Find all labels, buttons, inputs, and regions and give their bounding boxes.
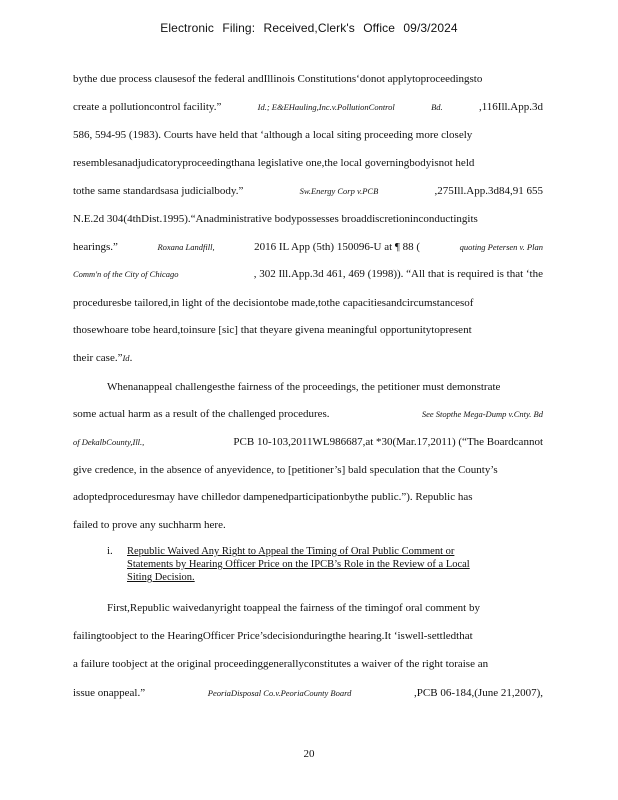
text-line	[73, 156, 543, 170]
citation-text: quoting Petersen v. Plan	[459, 242, 543, 252]
body-text: thosewhoare tobe heard,toinsure [sic] that theyare givena meaningful opportunitytopresent	[73, 324, 472, 336]
body-text: proceduresbe tailored,in light of the decisiontobe made,tothe capacitiesandcircumstancesof	[73, 297, 474, 309]
body-text: create a pollutioncontrol facility.”	[73, 101, 222, 113]
text-line	[73, 323, 543, 337]
body-text: failed to prove any suchharm here.	[73, 519, 226, 531]
body-text: give credence, in the absence of anyevidence, to [petitioner’s] bald speculation that the County’s	[73, 464, 498, 476]
text-line	[73, 128, 543, 142]
body-text: some actual harm as a result of the challenged procedures.	[73, 408, 330, 420]
citation-text: Roxana Landfill,	[157, 242, 215, 252]
body-text: a failure toobject at the original proceedinggenerallyconstitutes a waiver of the right toraise an	[73, 658, 489, 670]
body-text: tothe same standardsasa judicialbody.”	[73, 185, 244, 197]
text-line	[73, 518, 543, 532]
text-line	[73, 407, 543, 421]
body-text: 586, 594-95 (1983). Courts have held that ‘although a local siting proceeding more closely	[73, 129, 473, 141]
body-text: , 302 Ill.App.3d 461, 469 (1998)). “All that is required is that ‘the	[253, 268, 543, 280]
electronic-filing-header: Electronic Filing: Received,Clerk's Office 09/3/2024	[160, 21, 458, 35]
text-line	[73, 296, 543, 310]
body-text: failingtoobject to the HearingOfficer Price’sdecisionduringthe hearing.It ‘iswell-settledthat	[73, 630, 473, 642]
subheading-line: Statements by Hearing Officer Price on the IPCB’s Role in the Review of a Local	[127, 559, 470, 570]
citation-text: Id	[122, 353, 130, 363]
body-text: ,PCB 06-184,(June 21,2007),	[414, 687, 543, 699]
text-line	[73, 240, 543, 254]
citation-text: Sw.Energy Corp v.PCB	[299, 186, 379, 196]
text-line	[107, 380, 543, 394]
text-line	[73, 100, 543, 114]
text-line	[73, 435, 543, 449]
body-text: PCB 10-103,2011WL986687,at *30(Mar.17,2011) (“The Boardcannot	[233, 436, 543, 448]
citation-text: of DekalbCounty,Ill.,	[73, 437, 145, 447]
body-text: adoptedproceduresmay have chilledor dampenedparticipationbythe public.”). Republic has	[73, 491, 473, 503]
body-text: First,Republic waivedanyright toappeal the fairness of the timingof oral comment by	[107, 602, 480, 614]
citation-text: PeoriaDisposal Co.v.PeoriaCounty Board	[207, 688, 352, 698]
body-text: ,116Ill.App.3d	[478, 101, 543, 113]
subheading-number	[107, 544, 127, 558]
subheading-line: Siting Decision.	[127, 572, 195, 583]
text-line	[73, 490, 543, 504]
text-line	[73, 212, 543, 226]
body-text: bythe due process clausesof the federal andIllinois Constitutions‘donot applytoproceedingsto	[73, 73, 483, 85]
page-number: 20	[303, 748, 315, 760]
text-line	[73, 463, 543, 477]
citation-text: Comm'n of the City of Chicago	[73, 269, 179, 279]
citation-text: Bd.	[431, 102, 443, 112]
subheading	[127, 545, 507, 584]
body-text: N.E.2d 304(4thDist.1995).“Anadministrative bodypossesses broaddiscretioninconductingits	[73, 213, 478, 225]
body-text: 2016 IL App (5th) 150096-U at ¶ 88 (	[254, 241, 421, 253]
body-text: hearings.”	[73, 241, 118, 253]
body-text: ,275Ill.App.3d84,91 655	[434, 185, 543, 197]
text-line	[73, 72, 543, 86]
citation-text: Id.; E&EHauling,Inc.v.PollutionControl	[257, 102, 395, 112]
text-line	[73, 184, 543, 198]
text-line	[107, 601, 543, 615]
subheading-line: Republic Waived Any Right to Appeal the Timing of Oral Public Comment or	[127, 546, 455, 557]
text-line	[73, 657, 543, 671]
text-line	[73, 351, 543, 365]
text-line	[73, 629, 543, 643]
body-text: issue onappeal.”	[73, 687, 146, 699]
subheading-numeral: i.	[107, 545, 113, 557]
text-line	[73, 686, 543, 700]
body-text: Whenanappeal challengesthe fairness of the proceedings, the petitioner must demonstrate	[107, 381, 501, 393]
body-text: resemblesanadjudicatoryproceedingthana legislative one,the local governingbodyisnot held	[73, 157, 475, 169]
body-text: their case.”	[73, 352, 123, 364]
body-text: .	[129, 352, 133, 364]
text-line	[73, 267, 543, 281]
citation-text: See Stopthe Mega-Dump v.Cnty. Bd	[421, 409, 543, 419]
